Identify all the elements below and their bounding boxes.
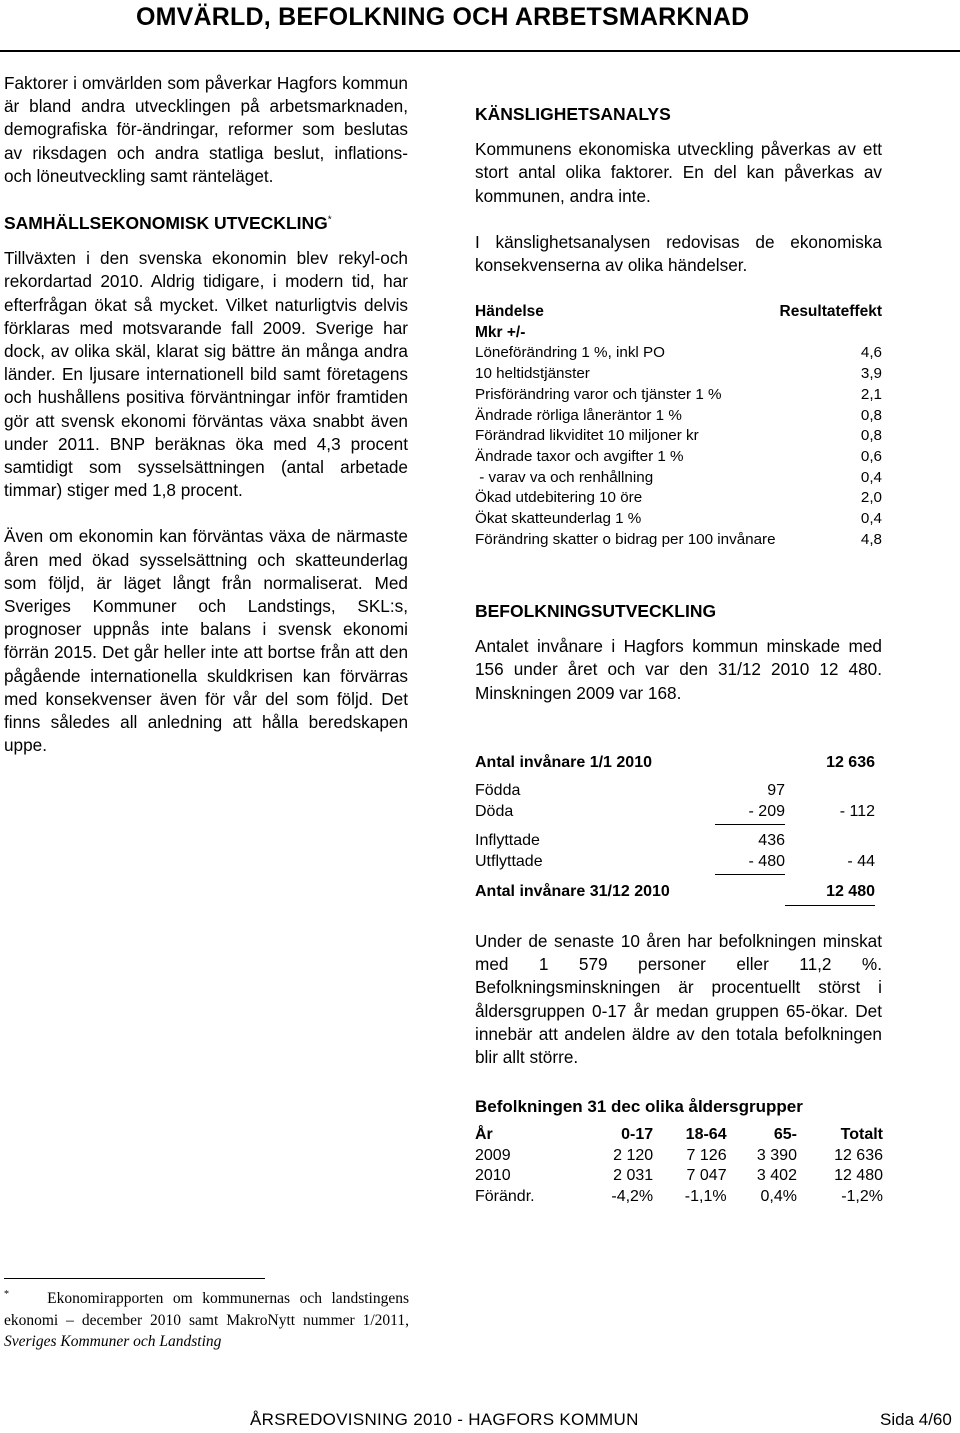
table-row: [475, 1166, 883, 1187]
population-heading: BEFOLKNINGSUTVECKLING: [475, 601, 717, 621]
footnote-text: Ekonomirapporten om kommunernas och landstingens ekonomi – december 2010 samt MakroNytt nummer 1/2011,: [4, 1290, 409, 1329]
table-cell: Förändr.: [475, 1187, 535, 1205]
table-header-row: [475, 1125, 883, 1146]
table-row: [475, 754, 875, 782]
effect-cell: 0,8: [860, 427, 882, 445]
page-title: OMVÄRLD, BEFOLKNING OCH ARBETSMARKNAD: [136, 3, 750, 31]
born-label: Födda: [475, 782, 521, 799]
effect-cell: 2,1: [860, 385, 882, 403]
in-value: 436: [758, 832, 785, 849]
table-unit-row: [475, 323, 882, 344]
migration-net-value: - 44: [847, 853, 875, 870]
table-cell: 2009: [475, 1146, 511, 1164]
table-row: [475, 530, 882, 551]
table-cell: -1,2%: [841, 1187, 883, 1205]
event-cell: Prisförändring varor och tjänster 1 %: [475, 385, 722, 403]
table-cell: 12 480: [834, 1167, 883, 1184]
column-header: 65-: [773, 1126, 797, 1143]
table-row: [475, 1146, 883, 1167]
table-header-row: [475, 302, 882, 323]
event-cell: Löneförändring 1 %, inkl PO: [475, 344, 665, 362]
footnote-mark: *: [4, 1288, 9, 1300]
column-header-event: Händelse: [475, 303, 544, 320]
table-row: [475, 782, 875, 803]
footnote-italic-text: Sveriges Kommuner och Landsting: [4, 1333, 222, 1351]
table-row: [475, 343, 882, 364]
sensitivity-paragraph-1: Kommunens ekonomiska utveckling påverkas av ett stort antal olika faktorer. En del kan påverkas av kommunen, andra inte.: [475, 139, 882, 206]
table-row: [475, 832, 875, 853]
died-label: Döda: [475, 803, 514, 820]
table-cell: 3 402: [756, 1167, 797, 1184]
footnote-divider: [4, 1278, 265, 1279]
start-label: Antal invånare 1/1 2010: [475, 754, 652, 771]
table-row: [475, 803, 875, 824]
table-cell: -4,2%: [611, 1187, 654, 1205]
population-paragraph-1: Antalet invånare i Hagfors kommun minskade med 156 under året och var den 31/12 2010 12 480. Minskningen 2009 var 168.: [475, 636, 882, 703]
table-row: [475, 364, 882, 385]
effect-cell: 4,6: [860, 344, 882, 362]
table-cell: 3 390: [756, 1146, 797, 1164]
event-cell: Ökat skatteunderlag 1 %: [475, 510, 642, 528]
event-cell: Förändrad likviditet 10 miljoner kr: [475, 427, 699, 445]
table-row: [475, 468, 882, 489]
column-header: Totalt: [840, 1126, 883, 1143]
footnote-marker: *: [327, 214, 332, 226]
born-value: 97: [767, 782, 785, 799]
table-row: [475, 853, 875, 874]
out-label: Utflyttade: [475, 853, 543, 870]
table-row: [475, 1187, 883, 1208]
table-row: [475, 426, 882, 447]
economy-paragraph-1: Tillväxten i den svenska ekonomin blev rekyl-och rekordartad 2010. Aldrig tidigare, i modern tid, har efterfrågan ökat så mycket. Vilket naturligtvis delvis förklaras med motsvarande fall 2009. Sverige har dock, av olika skäl, klarat sig bättre än många andra länder. En ljusare internationell bild samt företagens och hushållens positiva förväntningar inför framtiden gör att svensk ekonomi förväntas växa snabbt även under 2011. BNP beräknas öka med 4,3 procent samtidigt som sysselsättningen (antal arbetade timmar) stiger med 1,8 procent.: [4, 248, 408, 501]
intro-paragraph: Faktorer i omvärlden som påverkar Hagfors kommun är bland andra utvecklingen på arbetsmarknaden, demografiska för-ändringar, reformer som beslutas av riksdagen och andra statliga beslut, inflations- och löneutveckling samt ränteläget.: [4, 73, 408, 186]
event-cell: - varav va och renhållning: [475, 468, 654, 486]
sensitivity-paragraph-2: I känslighetsanalysen redovisas de ekonomiska konsekvenserna av olika händelser.: [475, 231, 882, 276]
left-column: [4, 72, 408, 757]
effect-cell: 4,8: [860, 530, 882, 548]
section-heading-economy-text: SAMHÄLLSEKONOMISK UTVECKLING: [4, 213, 328, 234]
event-cell: Ändrade rörliga låneräntor 1 %: [475, 406, 682, 424]
died-value: - 209: [715, 803, 785, 824]
table-row: [475, 509, 882, 530]
header-divider: [0, 50, 960, 52]
age-groups-heading: Befolkningen 31 dec olika åldersgrupper: [475, 1097, 803, 1116]
sensitivity-table: [475, 302, 882, 550]
column-header: År: [475, 1126, 493, 1143]
table-cell: 2 031: [613, 1167, 654, 1184]
start-value: 12 636: [826, 754, 875, 771]
out-value: - 480: [715, 853, 785, 874]
event-cell: Ökad utdebitering 10 öre: [475, 489, 643, 507]
end-value: 12 480: [785, 883, 875, 905]
population-change-table: [475, 754, 875, 906]
event-cell: Förändring skatter o bidrag per 100 invånare: [475, 530, 776, 548]
economy-paragraph-2: Även om ekonomin kan förväntas växa de närmaste åren med ökad sysselsättning och skatteunderlag som följd, är läget långt från normaliserat. Med Sveriges Kommuner och Landstings, SKL:s, prognoser uppnås inte balans i svensk ekonomi förrän 2015. Det går heller inte att bortse från att den pågående internationella skuldkrisen kan förvärras med konsekvenser även för vår del som följd. Det finns således all anledning att hålla beredskapen uppe.: [4, 526, 408, 756]
table-cell: 0,4%: [760, 1187, 797, 1205]
unit-label: Mkr +/-: [475, 323, 526, 341]
population-section: [475, 600, 882, 705]
table-cell: 7 047: [686, 1167, 727, 1184]
table-cell: 7 126: [686, 1146, 727, 1164]
table-row: [475, 406, 882, 427]
event-cell: Ändrade taxor och avgifter 1 %: [475, 447, 684, 465]
in-label: Inflyttade: [475, 832, 540, 849]
footer-title: ÅRSREDOVISNING 2010 - HAGFORS KOMMUN: [250, 1410, 639, 1429]
effect-cell: 0,4: [860, 468, 882, 486]
table-cell: 12 636: [834, 1146, 883, 1164]
table-cell: -1,1%: [684, 1187, 727, 1205]
natural-net-value: - 112: [839, 803, 875, 820]
end-label: Antal invånare 31/12 2010: [475, 883, 670, 900]
right-column: [475, 103, 882, 277]
table-row: [475, 385, 882, 406]
page-number: Sida 4/60: [880, 1410, 952, 1429]
section-heading-economy: [4, 212, 408, 235]
sensitivity-heading: KÄNSLIGHETSANALYS: [475, 104, 671, 124]
column-header: 18-64: [685, 1126, 727, 1143]
effect-cell: 0,6: [860, 447, 882, 465]
table-row: [475, 488, 882, 509]
table-row: [475, 883, 875, 905]
event-cell: 10 heltidstjänster: [475, 365, 590, 383]
column-header: 0-17: [621, 1126, 654, 1143]
population-paragraph-2-wrap: [475, 930, 882, 1069]
age-groups-table: [475, 1125, 883, 1207]
effect-cell: 3,9: [860, 365, 882, 383]
effect-cell: 2,0: [860, 489, 882, 507]
table-cell: 2 120: [613, 1146, 654, 1164]
population-paragraph-2: Under de senaste 10 åren har befolkningen minskat med 1 579 personer eller 11,2 %. Befolkningsminskningen är procentuellt störst i åldersgruppen 0-17 år medan gruppen 65-ökar. Det innebär att andelen äldre av den totala befolkningen blir allt större.: [475, 931, 882, 1068]
column-header-effect: Resultateffekt: [779, 303, 882, 320]
effect-cell: 0,8: [860, 406, 882, 424]
effect-cell: 0,4: [860, 510, 882, 528]
table-row: [475, 447, 882, 468]
table-cell: 2010: [475, 1167, 511, 1184]
footnote: [4, 1288, 409, 1353]
